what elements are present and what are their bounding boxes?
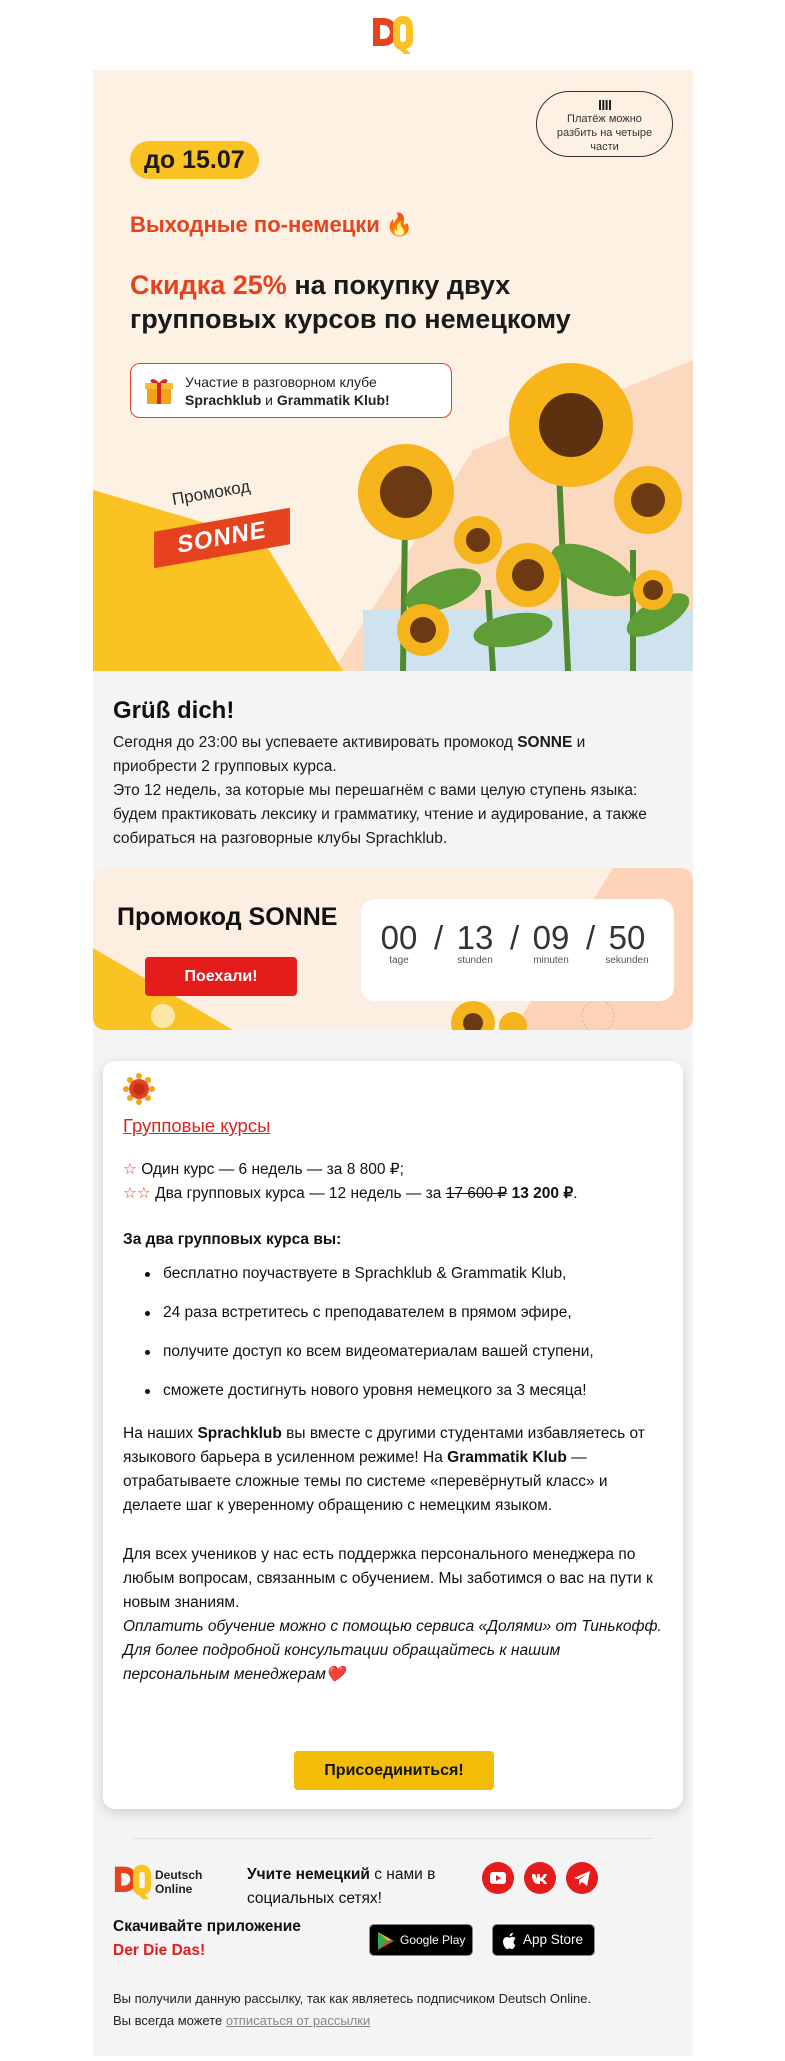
greeting-title: Grüß dich! bbox=[113, 697, 235, 724]
subscription-note: Вы получили данную рассылку, так как являетесь подписчиком Deutsch Online. Вы всегда можете отписаться от рассылки bbox=[113, 1991, 592, 2028]
footer-brand-name: Deutsch Online bbox=[155, 1868, 203, 1896]
join-button[interactable]: Присоединиться! bbox=[294, 1751, 494, 1790]
benefits-heading: За два групповых курса вы: bbox=[123, 1231, 342, 1248]
sun-icon bbox=[123, 1073, 155, 1105]
countdown-timer bbox=[361, 899, 674, 1001]
payment-paragraph: Оплатить обучение можно с помощью сервиса «Долями» от Тинькофф. Для более подробной консультации обращайтесь к нашим персональным менеджерам❤️ bbox=[123, 1618, 662, 1683]
benefits-list bbox=[143, 1262, 663, 1418]
club-info-box: Участие в разговорном клубе Sprachklub и Grammatik Klub! bbox=[130, 363, 452, 418]
timer-minutes: 09 minuten bbox=[532, 919, 570, 966]
courses-card bbox=[103, 1061, 683, 1809]
heart-icon: ❤️ bbox=[325, 1666, 346, 1683]
offer-two-courses: ☆☆ Два групповых курса — 12 недель — за 17 600 ₽ 13 200 ₽. bbox=[123, 1185, 578, 1202]
timer-days: 00 tage bbox=[380, 919, 418, 966]
offer-one-course: ☆ Один курс — 6 недель — за 8 800 ₽; bbox=[123, 1161, 404, 1178]
greeting-text: Сегодня до 23:00 вы успеваете активировать промокод SONNE и приобрести 2 групповых курса. Это 12 недель, за которые мы перешагнём с вами целую ступень языка: будем практиковать лексику и грамматику, чтение и аудирование, а также собираться на разговорные клубы Sprachklub. bbox=[113, 734, 647, 847]
timer-separator: / bbox=[510, 919, 520, 956]
hero-headline: Скидка 25% на покупку двух групповых курсов по немецкому bbox=[130, 270, 571, 334]
app-name: Der Die Das! bbox=[113, 1942, 206, 1959]
promo-code: SONNE bbox=[154, 508, 290, 569]
bars-icon bbox=[599, 100, 611, 110]
list-item: 24 раза встретитесь с преподавателем в прямом эфире, bbox=[143, 1301, 663, 1325]
date-badge: до 15.07 bbox=[130, 141, 259, 179]
star-icon: ☆ bbox=[123, 1161, 137, 1178]
footer-divider bbox=[133, 1838, 653, 1839]
apple-icon bbox=[502, 1932, 517, 1950]
star-icon: ☆☆ bbox=[123, 1185, 151, 1202]
youtube-icon[interactable] bbox=[482, 1862, 514, 1894]
group-courses-link[interactable]: Групповые курсы bbox=[123, 1115, 271, 1136]
vk-icon[interactable] bbox=[524, 1862, 556, 1894]
timer-separator: / bbox=[434, 919, 444, 956]
google-play-button[interactable]: Google Play bbox=[369, 1924, 473, 1956]
telegram-icon[interactable] bbox=[566, 1862, 598, 1894]
timer-separator: / bbox=[586, 919, 596, 956]
list-item: получите доступ ко всем видеоматериалам вашей ступени, bbox=[143, 1340, 663, 1364]
promo-timer-banner bbox=[93, 868, 693, 1030]
timer-hours: 13 stunden bbox=[456, 919, 494, 966]
weekend-title: Выходные по-немецки 🔥 bbox=[130, 212, 414, 237]
app-download-title: Скачивайте приложение bbox=[113, 1918, 301, 1935]
list-item: сможете достигнуть нового уровня немецкого за 3 месяца! bbox=[143, 1379, 663, 1403]
unsubscribe-link[interactable]: отписаться от рассылки bbox=[225, 2013, 371, 2028]
installment-note: Платёж можно разбить на четыре части bbox=[536, 91, 673, 157]
google-play-icon bbox=[378, 1932, 394, 1950]
gift-icon bbox=[143, 374, 175, 406]
dq-logo-icon[interactable] bbox=[371, 14, 415, 56]
timer-promo-title: Промокод SONNE bbox=[117, 903, 338, 931]
list-item: бесплатно поучаствуете в Sprachklub & Grammatik Klub, bbox=[143, 1262, 663, 1286]
clubs-paragraph: На наших Sprachklub вы вместе с другими студентами избавляетесь от языкового барьера в усиленном режиме! На Grammatik Klub — отрабатываете сложные темы по системе «перевёрнутый класс» и делаете шаг к уверенному обращению с немецким языком. bbox=[123, 1425, 645, 1514]
app-store-button[interactable]: App Store bbox=[492, 1924, 595, 1956]
social-text: Учите немецкий с нами в социальных сетях! bbox=[247, 1866, 436, 1907]
timer-seconds: 50 sekunden bbox=[605, 919, 649, 966]
dq-logo-icon[interactable] bbox=[113, 1863, 153, 1901]
go-button[interactable]: Поехали! bbox=[145, 957, 297, 996]
fire-icon: 🔥 bbox=[385, 212, 414, 237]
hero-banner[interactable] bbox=[93, 70, 693, 671]
support-paragraph: Для всех учеников у нас есть поддержка персонального менеджера по любым вопросам, связанным с обучением. Мы заботимся о вас на пути к новым знаниям. bbox=[123, 1546, 653, 1611]
promo-label: Промокод bbox=[170, 476, 252, 510]
